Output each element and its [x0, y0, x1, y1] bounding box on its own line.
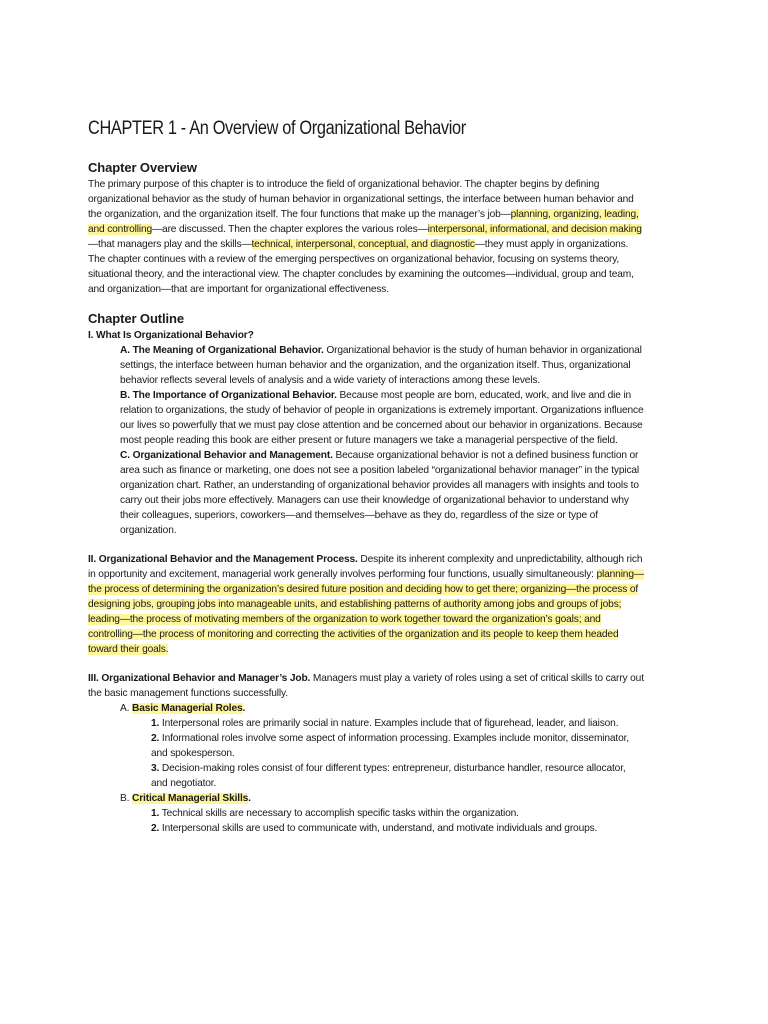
basic-roles-label: Basic Managerial Roles	[132, 703, 243, 714]
spacer	[88, 657, 644, 671]
overview-text-4: —they must apply in organizations. The chapter continues with a review of the emerging perspectives on organizational behavior, focusing on systems theory, situational theory, and the interactional view. The chapter concludes by examining the outcomes—individual, group and team, and organization—that are important for organizational effectiveness.	[88, 239, 634, 295]
skills-item-text: Technical skills are necessary to accomplish specific tasks within the organization.	[159, 808, 519, 819]
item-b-text: Because most people are born, educated, work, and live and die in relation to organizations, the study of behavior of people in organizations is extremely important. Organizations influence our lives so powerfully that we must pay close attention and be concerned about our behavior in organizations. Because most people reading this book are either present or future managers we take a managerial perspective of the field.	[120, 390, 644, 446]
roles-item-text: Informational roles involve some aspect of information processing. Examples include monitor, disseminator, and spokesperson.	[151, 733, 629, 759]
section-1-item-b	[88, 388, 644, 448]
roles-item	[88, 716, 644, 731]
skills-item-text: Interpersonal skills are used to communicate with, understand, and motivate individuals and groups.	[159, 823, 598, 834]
section-2-text: Despite its inherent complexity and unpredictability, although rich in opportunity and excitement, managerial work generally involves performing four functions, usually simultaneously:	[88, 554, 643, 580]
highlight-management-functions: planning—the process of determining the organization’s desired future position and deciding how to get there; organizing—the process of designing jobs, grouping jobs into manageable units, and establishing patterns of authority among jobs and groups of jobs; leading—the process of motivating members of the organization to work together toward the organization’s goals; and controlling—the process of monitoring and correcting the activities of the organization and its people to keep them headed toward their goals.	[88, 569, 644, 655]
section-3-paragraph	[88, 671, 644, 701]
overview-paragraph	[88, 177, 644, 297]
roles-item	[88, 731, 644, 761]
skills-item	[88, 806, 644, 821]
outline-heading: Chapter Outline	[88, 311, 185, 326]
section-3-lead: III. Organizational Behavior and Manager’s Job.	[88, 673, 311, 684]
chapter-overview	[88, 160, 644, 297]
highlight-functions: planning, organizing, leading, and controlling	[88, 209, 639, 235]
roles-item-text: Interpersonal roles are primarily social in nature. Examples include that of figurehead, leader, and liaison.	[159, 718, 619, 729]
section-1-item-c	[88, 448, 644, 538]
roles-item-num: 2.	[151, 733, 160, 744]
roles-item-num: 1.	[151, 718, 160, 729]
roles-item-num: 3.	[151, 763, 160, 774]
highlight-roles: interpersonal, informational, and decision making	[427, 224, 642, 235]
overview-text-2: —are discussed. Then the chapter explores the various roles—	[152, 224, 428, 235]
item-b-suffix: .	[248, 793, 251, 804]
overview-text-3: —that managers play and the skills—	[88, 239, 252, 250]
critical-skills-label: Critical Managerial Skills	[132, 793, 249, 804]
skills-item-num: 2.	[151, 823, 160, 834]
skills-item-num: 1.	[151, 808, 160, 819]
section-1-item-a	[88, 343, 644, 388]
roles-item-text: Decision-making roles consist of four different types: entrepreneur, disturbance handler, resource allocator, and negotiator.	[151, 763, 626, 789]
item-b-prefix: B.	[120, 793, 133, 804]
roles-item	[88, 761, 644, 791]
chapter-outline	[88, 311, 644, 836]
section-2-paragraph	[88, 552, 644, 657]
item-a-suffix: .	[242, 703, 246, 714]
spacer	[88, 538, 644, 552]
item-b-lead: B. The Importance of Organizational Behavior.	[120, 390, 337, 401]
chapter-title: CHAPTER 1 - An Overview of Organizational Behavior	[88, 118, 466, 139]
highlight-skills: technical, interpersonal, conceptual, and diagnostic	[251, 239, 475, 250]
section-3-item-a	[88, 701, 644, 716]
overview-text-1: The primary purpose of this chapter is to introduce the field of organizational behavior. The chapter begins by defining organizational behavior as the study of human behavior in organizational settings, the interface between human behavior and the organization, and the organization itself. The four functions that make up the manager’s job—	[88, 179, 634, 220]
item-c-lead: C. Organizational Behavior and Management.	[120, 450, 333, 461]
overview-heading: Chapter Overview	[88, 160, 197, 175]
item-c-text: Because organizational behavior is not a defined business function or area such as finance or marketing, one does not see a position labeled “organizational behavior manager” in the typical organization chart. Rather, an understanding of organizational behavior provides all managers with insights and tools to carry out their jobs more effectively. Managers can use their knowledge of organizational behavior to understand why their colleagues, superiors, coworkers—and themselves—behave as they do, regardless of the size or type of organization.	[120, 450, 640, 536]
section-3-item-b	[88, 791, 644, 806]
item-a-prefix: A.	[120, 703, 133, 714]
section-3-text: Managers must play a variety of roles using a set of critical skills to carry out the basic management functions successfully.	[88, 673, 644, 699]
skills-item	[88, 821, 644, 836]
item-a-lead: A. The Meaning of Organizational Behavior.	[120, 345, 324, 356]
section-1-title: I. What Is Organizational Behavior?	[88, 330, 254, 341]
section-2-lead: II. Organizational Behavior and the Management Process.	[88, 554, 358, 565]
item-a-text: Organizational behavior is the study of human behavior in organizational settings, the interface between human behavior and the organization, and the organization itself. Thus, organizational behavior reflects several levels of analysis and a wide variety of interactions among these levels.	[120, 345, 642, 386]
